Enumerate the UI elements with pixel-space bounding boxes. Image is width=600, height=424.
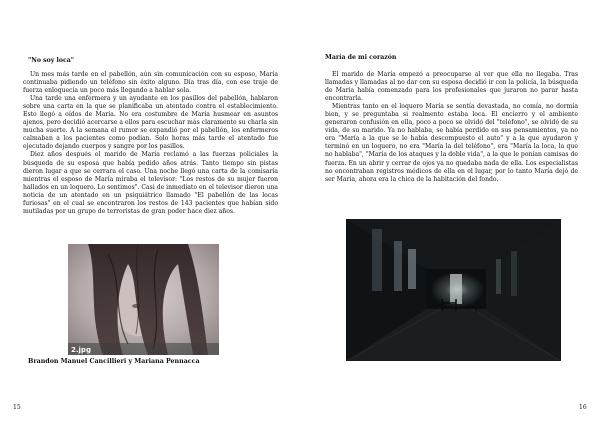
right-page	[300, 0, 600, 424]
woman-photo-image	[68, 244, 219, 355]
left-paragraph-2: Una tarde una enfermera y un ayudante en los pasillos del pabellón, hablaron sobre una carta en la que se planificaba un atentado contra el establecimiento. Esto llegó a oídos de María. No era costumbre de María husmear en asuntos ajenos, pero decidió acercarse a ellos para escuchar más claramente su charla sin mucha suerte. A la semana el rumor se expandió por el pabellón, los enfermeros calmaban a los pacientes como podían. Solo horas más tarde el atentado fue ejecutado dejando cuerpos y sangre por los pasillos.	[23, 95, 278, 151]
page-number-right: 16	[579, 404, 587, 411]
page-number-left: 15	[13, 404, 21, 411]
left-paragraph-1: Un mes más tarde en el pabellón, aún sin comunicación con su esposo, María continuaba pidiendo un teléfono sin éxito alguno. Día tras día, con ese traje de fuerza enloquecía un poco más llegando a hablar sola.	[23, 71, 278, 95]
right-paragraph-2: Mientras tanto en el loquero María se sentía devastada, no comía, no dormía bien, y se preguntaba si realmente estaba loca. El encierro y el ambiente generaron confusión en ella, poco a poco se olvidó del "teléfono", se olvidó de su vida, de su marido. Ya no hablaba, se había perdido en sus pensamientos, ya no era "María a la que se le había descompuesto el auto" y a la que ayudaron y terminó en un loquero, no era "María la del teléfono", era "María la loca, la que no hablaba", "María de los ataques y la doble vida", a la que le ponían camisas de fuerza. En un abrir y cerrar de ojos ya no quedaba nada de ella. Los especialistas no encontraban registros médicos de ella en el lugar, por lo tanto María dejó de ser María, ahora era la chica de la habitación del fondo.	[325, 103, 578, 183]
photo-filename: 2.jpg	[71, 346, 91, 354]
authors-credit: Brandon Manuel Cancillieri y Mariana Pennacca	[28, 358, 200, 365]
corridor-photo	[346, 219, 561, 361]
left-page-title: "No soy loca"	[28, 57, 74, 64]
corridor-photo-image	[346, 219, 561, 361]
right-page-body	[325, 71, 578, 184]
woman-photo	[68, 244, 219, 355]
left-page-body	[23, 71, 278, 216]
left-paragraph-3: Diez años después el marido de María reclamó a las fuerzas policiales la búsqueda de su esposa que había pedido años atrás. Tanto tiempo sin pistas dieron lugar a que se cerrara el caso. Una noche llegó una carta de la comisaría mientras el esposo de María miraba el televisor: "Los restos de su mujer fueron hallados en un loquero. Lo sentimos". Casi de inmediato en el televisor dieron una noticia de un atentado en un psiquiátrico llamado "El pabellón de las locas furiosas" en el cual se encontraron los restos de 143 pacientes que habían sido mutiladas por un grupo de terroristas de gran poder hace diez años.	[23, 151, 278, 215]
right-page-title: María de mi corazón	[325, 54, 397, 61]
right-paragraph-1: El marido de María empezó a preocuparse al ver que ella no llegaba. Tras llamadas y llamadas al no dar con su esposa decidió ir con la policía, la búsqueda de María había comenzado para los profesionales que juraron no parar hasta encontrarla.	[325, 71, 578, 103]
